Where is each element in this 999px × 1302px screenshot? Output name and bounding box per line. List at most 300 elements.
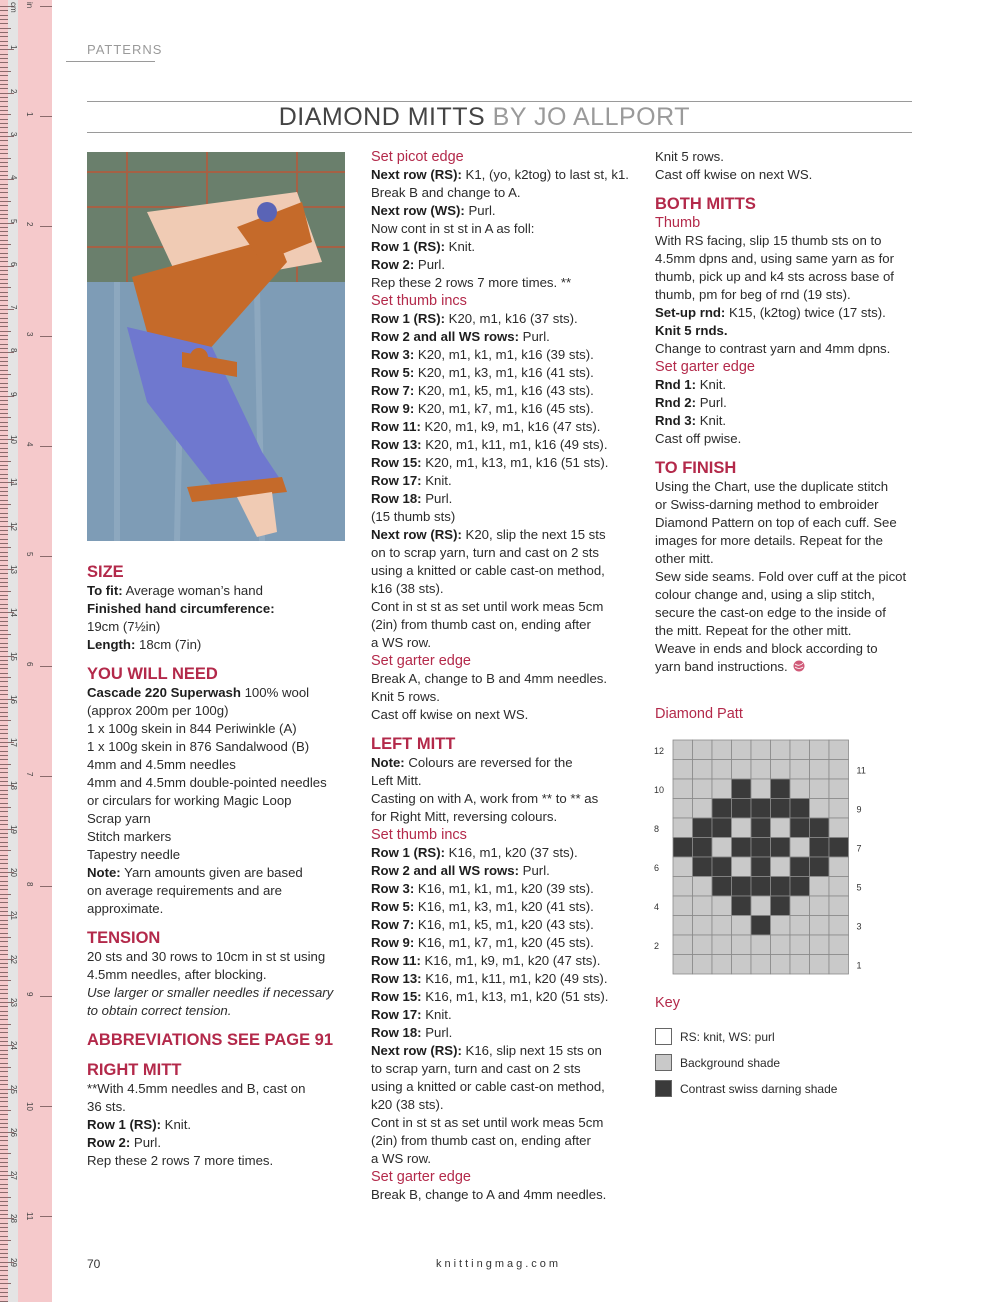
mitts-photo xyxy=(87,152,345,541)
ruler-cm-label: 10 xyxy=(9,435,18,444)
ruler-tick xyxy=(0,296,8,297)
line-text: (2in) from thumb cast on, ending after xyxy=(371,617,591,632)
line-text: With RS facing, slip 15 thumb sts on to xyxy=(655,233,882,248)
text-line xyxy=(371,1042,636,1060)
section-heading: RIGHT MITT xyxy=(87,1061,182,1079)
chart-row-label: 12 xyxy=(654,745,665,756)
chart-cell-background xyxy=(810,799,830,819)
bold-label: To fit: xyxy=(87,583,123,598)
line-text: K16, m1, k20 (37 sts). xyxy=(445,845,578,860)
ruler-tick xyxy=(0,192,8,193)
ruler-tick xyxy=(0,703,8,704)
line-text: k20 (38 sts). xyxy=(371,1097,444,1112)
ruler-tick xyxy=(0,937,11,938)
line-text: Purl. xyxy=(414,257,446,272)
bold-label: Knit 5 rnds. xyxy=(655,323,728,338)
bold-label: Rnd 2: xyxy=(655,395,697,410)
bold-label: Row 1 (RS): xyxy=(371,311,445,326)
line-text: approximate. xyxy=(87,901,164,916)
text-line xyxy=(371,526,636,544)
ruler-cm-label: 26 xyxy=(9,1127,18,1137)
ruler-inch-tick xyxy=(40,226,52,227)
chart-cell-background xyxy=(693,935,713,955)
chart-cell-background xyxy=(829,896,849,916)
ruler-tick xyxy=(0,1015,8,1016)
text-line xyxy=(655,622,920,640)
line-text: 4mm and 4.5mm needles xyxy=(87,757,236,772)
ruler-tick xyxy=(0,1249,8,1250)
chart-cell-background xyxy=(771,818,791,838)
chart-cell-contrast xyxy=(732,838,752,858)
ruler-inch-label: 2 xyxy=(25,221,34,227)
line-text: K16, m1, k1, m1, k20 (39 sts). xyxy=(414,881,594,896)
ruler-tick xyxy=(0,876,8,877)
ruler-tick xyxy=(0,370,8,371)
ruler-tick xyxy=(0,374,11,375)
bold-label: Row 2 and all WS rows: xyxy=(371,329,520,344)
ruler-tick xyxy=(0,668,8,669)
bold-label: Finished hand circumference: xyxy=(87,601,275,616)
chart-cell-background xyxy=(693,916,713,936)
line-text: Scrap yarn xyxy=(87,811,151,826)
ruler-cm-label: 29 xyxy=(9,1257,18,1267)
text-line xyxy=(371,382,636,400)
chart-cell-background xyxy=(829,857,849,877)
text-line xyxy=(371,1114,636,1132)
ruler-tick xyxy=(0,513,8,514)
line-text: 4.5mm needles, after blocking. xyxy=(87,967,267,982)
line-text: 19cm (7½in) xyxy=(87,619,161,634)
chart-cell-contrast xyxy=(693,818,713,838)
ruler-inch-tick xyxy=(40,6,52,7)
text-line xyxy=(371,916,636,934)
ruler-tick xyxy=(0,123,8,124)
ruler-tick xyxy=(0,998,8,999)
text-line xyxy=(371,598,636,616)
ruler-cm-label: 15 xyxy=(9,651,18,661)
line-text: other mitt. xyxy=(655,551,714,566)
column-3 xyxy=(655,148,920,676)
ruler-tick xyxy=(0,1037,8,1038)
chart-cell-contrast xyxy=(771,896,791,916)
text-line xyxy=(655,430,920,448)
text-line xyxy=(87,792,352,810)
text-line xyxy=(87,720,352,738)
ruler-tick xyxy=(0,539,8,540)
ruler-tick xyxy=(0,595,8,596)
chart-cell-background xyxy=(829,916,849,936)
line-text: (15 thumb sts) xyxy=(371,509,456,524)
ruler-tick xyxy=(0,755,8,756)
line-text: K20, m1, k7, m1, k16 (45 sts). xyxy=(414,401,594,416)
section-tag: PATTERNS xyxy=(87,42,163,57)
ruler-tick xyxy=(0,67,8,68)
line-text: 18cm (7in) xyxy=(135,637,202,652)
ruler-tick xyxy=(0,924,8,925)
line-text: Casting on with A, work from ** to ** as xyxy=(371,791,599,806)
ruler-tick xyxy=(0,1253,8,1254)
chart-cell-contrast xyxy=(810,818,830,838)
ruler-tick xyxy=(0,106,8,107)
chart-cell-contrast xyxy=(712,818,732,838)
ruler-tick xyxy=(0,885,8,886)
line-text: K20, m1, k3, m1, k16 (41 sts). xyxy=(414,365,594,380)
text-line xyxy=(655,376,920,394)
ruler-tick xyxy=(0,391,8,392)
ruler-tick xyxy=(0,1028,8,1029)
text-line xyxy=(655,658,920,676)
text-line xyxy=(87,810,352,828)
ruler-tick xyxy=(0,430,8,431)
ruler-inch-label: 5 xyxy=(25,551,34,557)
text-line xyxy=(371,328,636,346)
chart-cell-background xyxy=(693,740,713,760)
title-rule-bottom xyxy=(87,132,912,133)
text-line xyxy=(371,790,636,808)
line-text: K16, m1, k13, m1, k20 (51 sts). xyxy=(421,989,609,1004)
italic-text: to obtain correct tension. xyxy=(87,1003,232,1018)
key-item xyxy=(655,1054,780,1071)
ruler-tick xyxy=(0,1110,11,1111)
chart-cell-contrast xyxy=(771,779,791,799)
bold-label: Next row (RS): xyxy=(371,1043,462,1058)
text-line xyxy=(371,670,636,688)
chart-cell-background xyxy=(751,896,771,916)
ruler-tick xyxy=(0,1171,8,1172)
ruler-tick xyxy=(0,920,8,921)
ruler-tick xyxy=(0,339,8,340)
line-text: Knit. xyxy=(445,239,476,254)
ruler-tick xyxy=(0,1223,8,1224)
ruler-tick xyxy=(0,759,8,760)
section-heading: TENSION xyxy=(87,929,161,947)
text-line xyxy=(371,490,636,508)
text-line xyxy=(655,478,920,496)
line-text: 36 sts. xyxy=(87,1099,126,1114)
ruler-tick xyxy=(0,617,8,618)
ruler-tick xyxy=(0,980,11,981)
ruler-cm-label: 2 xyxy=(9,88,18,94)
ruler-tick xyxy=(0,1296,8,1297)
chart-cell-contrast xyxy=(712,877,732,897)
ruler-tick xyxy=(0,210,8,211)
ruler-tick xyxy=(0,1270,8,1271)
text-line xyxy=(655,640,920,658)
ruler-tick xyxy=(0,1106,8,1107)
line-text: K20, m1, k13, m1, k16 (51 sts). xyxy=(421,455,609,470)
line-text: Rep these 2 rows 7 more times. xyxy=(87,1153,274,1168)
ruler-tick xyxy=(0,859,8,860)
ruler-tick xyxy=(0,305,8,306)
ruler-tick xyxy=(0,794,8,795)
text-line xyxy=(87,774,352,792)
ruler-tick xyxy=(0,1093,8,1094)
ruler-tick xyxy=(0,660,8,661)
text-line xyxy=(371,544,636,562)
ruler-tick xyxy=(0,114,11,115)
bold-label: Rnd 3: xyxy=(655,413,697,428)
chart-cell-background xyxy=(751,935,771,955)
chart-row-label: 8 xyxy=(654,823,660,834)
line-text: K20, slip the next 15 sts xyxy=(461,527,606,542)
ruler-tick xyxy=(0,1011,8,1012)
ruler-tick xyxy=(0,933,8,934)
ruler-cm-label: 16 xyxy=(9,694,18,704)
note-line xyxy=(87,1002,352,1020)
ruler-tick xyxy=(0,352,14,353)
chart-cell-background xyxy=(673,779,693,799)
key-item xyxy=(655,1080,837,1097)
line-text: a WS row. xyxy=(371,1151,432,1166)
chart-cell-background xyxy=(673,857,693,877)
ruler-tick xyxy=(0,1119,8,1120)
ruler-tick xyxy=(0,1097,8,1098)
ruler-tick xyxy=(0,248,8,249)
chart-cell-background xyxy=(732,818,752,838)
line-text: thumb, pm for beg of rnd (19 sts). xyxy=(655,287,851,302)
chart-cell-contrast xyxy=(810,857,830,877)
chart-cell-background xyxy=(673,818,693,838)
chart-row-label: 9 xyxy=(856,804,862,815)
text-line xyxy=(655,286,920,304)
chart-cell-contrast xyxy=(751,916,771,936)
ruler-tick xyxy=(0,140,8,141)
ruler-tick xyxy=(0,963,8,964)
ruler-cm-label: 12 xyxy=(9,521,18,531)
chart-cell-background xyxy=(673,896,693,916)
ruler-tick xyxy=(0,560,8,561)
ruler-inch-label: 10 xyxy=(25,1101,34,1111)
ruler-tick xyxy=(0,162,8,163)
chart-cell-background xyxy=(673,740,693,760)
chart-cell-background xyxy=(732,955,752,975)
ruler-tick xyxy=(0,1084,8,1085)
line-text: Tapestry needle xyxy=(87,847,181,862)
ruler-tick xyxy=(0,586,8,587)
ruler-inch-label: 3 xyxy=(25,331,34,337)
ruler-inch-label: 1 xyxy=(25,111,34,117)
ruler-tick xyxy=(0,326,8,327)
ruler-inch-tick xyxy=(40,1106,52,1107)
page-number: 70 xyxy=(87,1257,101,1271)
line-text: Average woman’s hand xyxy=(122,583,263,598)
ruler-tick xyxy=(0,746,8,747)
ruler-tick xyxy=(0,707,8,708)
ruler-tick xyxy=(0,378,8,379)
ruler-tick xyxy=(0,166,8,167)
italic-text: Use larger or smaller needles if necessary xyxy=(87,985,334,1000)
ruler-tick xyxy=(0,547,11,548)
text-line xyxy=(371,256,636,274)
chart-cell-contrast xyxy=(751,818,771,838)
ruler-cm-label: 3 xyxy=(9,131,18,137)
ruler-tick xyxy=(0,417,11,418)
bold-label: Set-up rnd: xyxy=(655,305,726,320)
ruler-tick xyxy=(0,928,8,929)
text-line xyxy=(371,310,636,328)
ruler-tick xyxy=(0,1158,8,1159)
text-line xyxy=(371,862,636,880)
line-text: Knit 5 rows. xyxy=(655,149,724,164)
ruler-tick xyxy=(0,19,8,20)
ruler-tick xyxy=(0,630,8,631)
ruler-inch-label: 7 xyxy=(25,771,34,777)
ruler-tick xyxy=(0,621,8,622)
chart-cell-background xyxy=(790,760,810,780)
ruler-tick xyxy=(0,287,11,288)
ruler-tick xyxy=(0,422,8,423)
text-line xyxy=(371,772,636,790)
ruler-tick xyxy=(0,62,8,63)
ruler-tick xyxy=(0,989,8,990)
line-text: K20, m1, k5, m1, k16 (43 sts). xyxy=(414,383,594,398)
text-line xyxy=(87,702,352,720)
ruler-tick xyxy=(0,881,8,882)
ruler-inch-label: 9 xyxy=(25,991,34,997)
ruler-tick xyxy=(0,1192,8,1193)
text-line xyxy=(371,688,636,706)
text-line xyxy=(371,898,636,916)
ruler-tick xyxy=(0,1153,11,1154)
ruler-tick xyxy=(0,976,8,977)
ruler-tick xyxy=(0,803,8,804)
section-heading: LEFT MITT xyxy=(371,735,456,753)
ruler-tick xyxy=(0,1257,8,1258)
ruler-tick xyxy=(0,790,8,791)
line-text: K16, m1, k7, m1, k20 (45 sts). xyxy=(414,935,594,950)
line-text: Rep these 2 rows 7 more times. ** xyxy=(371,275,572,290)
chart-cell-background xyxy=(829,799,849,819)
ruler-tick xyxy=(0,556,8,557)
text-line xyxy=(655,532,920,550)
ruler-tick xyxy=(0,1197,11,1198)
ruler-tick xyxy=(0,235,8,236)
key-swatch xyxy=(655,1028,672,1045)
text-line xyxy=(371,562,636,580)
chart-cell-background xyxy=(732,916,752,936)
chart-cell-contrast xyxy=(732,896,752,916)
ruler-inch-label: 4 xyxy=(25,441,34,447)
ruler-tick xyxy=(0,985,8,986)
ruler-cm-label: 5 xyxy=(9,218,18,223)
ruler-tick xyxy=(0,1114,8,1115)
ruler-tick xyxy=(0,1050,8,1051)
line-text: Stitch markers xyxy=(87,829,172,844)
ruler-cm-label: 27 xyxy=(9,1171,18,1180)
ruler-tick xyxy=(0,45,8,46)
chart-cell-background xyxy=(732,857,752,877)
chart-cell-contrast xyxy=(751,799,771,819)
ruler-tick xyxy=(0,850,11,851)
ruler-tick xyxy=(0,54,8,55)
ruler-tick xyxy=(0,110,8,111)
key-label: Background shade xyxy=(680,1055,781,1070)
bold-label: Row 11: xyxy=(371,419,421,434)
ruler-tick xyxy=(0,552,8,553)
chart-cell-background xyxy=(810,779,830,799)
text-line xyxy=(655,586,920,604)
ruler-tick xyxy=(0,240,8,241)
text-line xyxy=(371,508,636,526)
ruler-cm-label: 25 xyxy=(9,1084,18,1094)
ruler-inch-label: 6 xyxy=(25,661,34,667)
ruler-tick xyxy=(0,101,8,102)
chart-cell-background xyxy=(673,877,693,897)
section-rule xyxy=(66,61,155,62)
text-line xyxy=(87,636,352,654)
ruler-tick xyxy=(0,201,11,202)
text-line xyxy=(371,364,636,382)
ruler-tick xyxy=(0,1019,8,1020)
ruler-tick xyxy=(0,292,8,293)
chart-cell-background xyxy=(790,955,810,975)
chart-row-label: 6 xyxy=(654,862,660,873)
ruler-tick xyxy=(0,491,8,492)
ruler-cm-label: 24 xyxy=(9,1041,18,1051)
ruler-tick xyxy=(0,145,8,146)
line-text: **With 4.5mm needles and B, cast on xyxy=(87,1081,306,1096)
ruler-tick xyxy=(0,508,8,509)
ruler-tick xyxy=(0,1244,8,1245)
ruler-tick xyxy=(0,941,8,942)
bold-label: Row 17: xyxy=(371,473,422,488)
chart-cell-background xyxy=(712,779,732,799)
ruler-tick xyxy=(0,911,8,912)
chart-row-label: 5 xyxy=(856,882,862,893)
chart-cell-background xyxy=(712,740,732,760)
text-line xyxy=(87,828,352,846)
line-text: Cont in st st as set until work meas 5cm xyxy=(371,1115,604,1130)
chart-cell-background xyxy=(712,935,732,955)
text-line xyxy=(87,756,352,774)
ruler-tick xyxy=(0,205,8,206)
ruler-tick xyxy=(0,729,8,730)
ruler-tick xyxy=(0,521,8,522)
bold-label: Row 18: xyxy=(371,1025,422,1040)
chart-cell-contrast xyxy=(771,877,791,897)
line-text: colour change and, using a slip stitch, xyxy=(655,587,875,602)
ruler-tick xyxy=(0,270,8,271)
line-text: thumb, pick up and k4 sts across base of xyxy=(655,269,894,284)
ruler-tick xyxy=(0,625,8,626)
key-swatch xyxy=(655,1054,672,1071)
ruler-cm-label: 1 xyxy=(9,45,18,50)
text-line xyxy=(87,846,352,864)
chart-cell-contrast xyxy=(790,877,810,897)
ruler-cm-label: 4 xyxy=(9,175,18,180)
column-1 xyxy=(87,552,352,1170)
line-text: Change to contrast yarn and 4mm dpns. xyxy=(655,341,891,356)
ruler-tick xyxy=(0,119,8,120)
line-text: using a knitted or cable cast-on method, xyxy=(371,563,605,578)
chart-cell-contrast xyxy=(712,857,732,877)
chart-cell-background xyxy=(732,740,752,760)
chart-cell-contrast xyxy=(810,838,830,858)
text-line xyxy=(371,400,636,418)
chart-cell-contrast xyxy=(771,799,791,819)
ruler-cm-label: 21 xyxy=(9,911,18,921)
subheading: Thumb xyxy=(655,215,701,231)
ruler-tick xyxy=(0,279,8,280)
ruler-cm-label: 18 xyxy=(9,781,18,791)
chart-cell-background xyxy=(790,779,810,799)
ruler-inch-label: in xyxy=(25,2,34,9)
ruler xyxy=(0,0,52,1302)
text-line xyxy=(87,618,352,636)
chart-cell-background xyxy=(693,760,713,780)
ruler-tick xyxy=(0,313,8,314)
chart-row-label: 1 xyxy=(856,960,862,971)
